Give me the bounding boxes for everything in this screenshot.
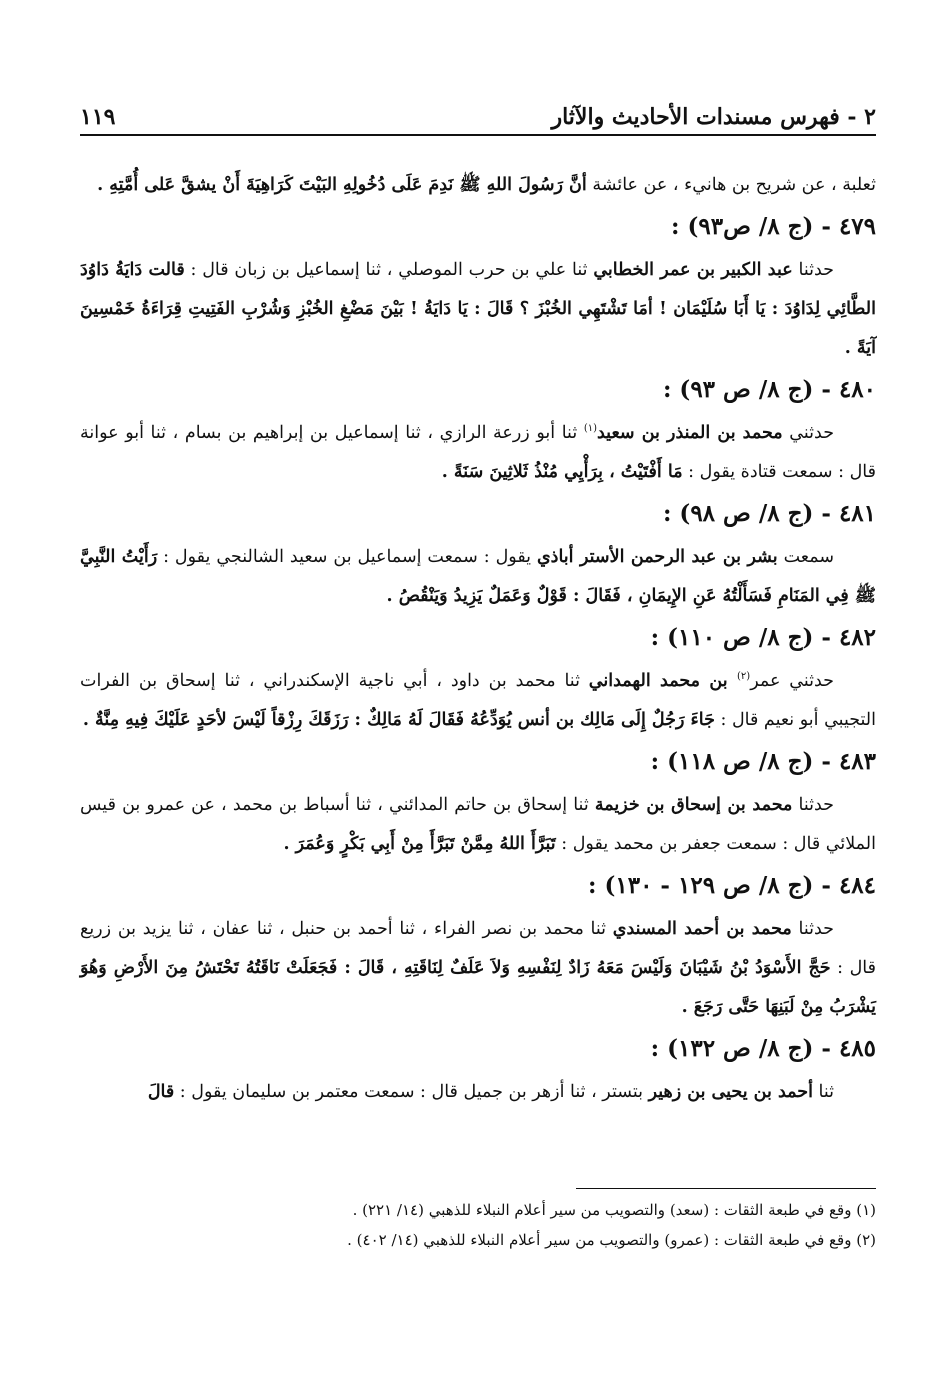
running-title: ٢ - فهرس مسندات الأحاديث والآثار (551, 104, 876, 130)
entry-heading-483: ٤٨٣ - (ج ٨/ ص ١١٨) : (650, 748, 876, 775)
isnad-chain: ثنا أبو زرعة الرازي ، ثنا إسماعيل بن إبراهيم بن بسام ، ثنا أبو عوانة قال : سمعت قتادة يقول : (80, 423, 876, 482)
narrator-name: بشر بن عبد الرحمن الأستر أباذي (536, 547, 778, 567)
footnote-1: (١) وقع في طبعة الثقات : (سعد) والتصويب من سير أعلام النبلاء للذهبي (١٤/ ٢٢١) . (352, 1201, 876, 1219)
quote-text: رَأَيْتُ النَّبِيَّ ﷺ فِي المَنَامِ فَسَأَلْتُهُ عَنِ الإِيمَانِ ، فَقَالَ : قَوْلٌ وَعَمَلٌ يَزِيدُ وَيَنْقُصُ . (80, 547, 876, 606)
entry-text-482 (80, 662, 876, 740)
entry-lead: حدثنا (791, 919, 834, 939)
entry-lead: حدثني عمر (750, 671, 834, 691)
footnote-2: (٢) وقع في طبعة الثقات : (عمرو) والتصويب من سير أعلام النبلاء للذهبي (١٤/ ٤٠٢) . (347, 1231, 876, 1249)
quote-part: قالت دَايَةُ دَاوُدَ الطَّائِي لِدَاوُدَ : يَا أَبَا سُلَيْمَان ! أمَا تَشْتَهِي الخُبْزَ ؟ (80, 260, 876, 319)
entry-heading-480: ٤٨٠ - (ج ٨/ ص ٩٣) : (662, 376, 876, 403)
isnad-chain: يقول : سمعت إسماعيل بن سعيد الشالنجي يقول : (157, 547, 537, 567)
page-number: ١١٩ (80, 104, 116, 130)
entry-heading-481: ٤٨١ - (ج ٨/ ص ٩٨) : (662, 500, 876, 527)
quote-text: قالَ (147, 1082, 175, 1102)
quote-text: قَالَ : يَا دَايَةُ ! بَيْنَ مَضْغِ الخُبْزِ وَشُرْبِ الفَتِيتِ قِرَاءَةُ خَمْسِينَ آيَةً . (80, 299, 876, 358)
isnad-chain: بتستر ، ثنا أزهر بن جميل قال : سمعت معتمر بن سليمان يقول : (174, 1082, 649, 1102)
entry-text-479 (80, 251, 876, 368)
intro-chain: ثعلبة ، عن شريح بن هانيء ، عن عائشة (586, 175, 876, 195)
entry-text-485 (80, 1073, 876, 1112)
entry-text-484 (80, 910, 876, 1027)
entry-lead: حدثني (782, 423, 835, 443)
quote-text: تَبَرَّأَ اللهُ مِمَّنْ تَبَرَّأَ مِنْ أَبِي بَكْرٍ وَعُمَرَ . (283, 834, 556, 854)
isnad-chain: ثنا محمد بن نصر الفراء ، ثنا أحمد بن حنبل ، ثنا عفان ، ثنا يزيد بن زريع قال : (80, 919, 877, 978)
footnote-ref-2: (٢) (737, 671, 751, 683)
page-header (80, 98, 876, 136)
footnote-divider (576, 1188, 876, 1189)
entry-heading-482: ٤٨٢ - (ج ٨/ ص ١١٠) : (650, 624, 876, 651)
entry-text-480 (80, 414, 876, 492)
entry-text-481 (80, 538, 876, 616)
footnote-ref-1: (١) (583, 423, 597, 435)
isnad-chain: ثنا إسحاق بن حاتم المدائني ، ثنا أسباط بن محمد ، عن عمرو بن قيس الملائي قال : سمعت جعفر بن محمد يقول : (80, 795, 876, 854)
entry-heading-479: ٤٧٩ - (ج ٨/ ص٩٣) : (670, 213, 876, 240)
entry-heading-485: ٤٨٥ - (ج ٨/ ص ١٣٢) : (650, 1035, 876, 1062)
entry-heading-484: ٤٨٤ - (ج ٨/ ص ١٢٩ - ١٣٠) : (587, 872, 876, 899)
intro-paragraph (80, 166, 876, 205)
narrator-name: محمد بن إسحاق بن خزيمة (594, 795, 793, 815)
entry-lead: سمعت (777, 547, 834, 567)
narrator-name: أحمد بن يحيى بن زهير (648, 1082, 813, 1102)
isnad-chain: ثنا محمد بن داود ، أبي ناجية الإسكندراني ، ثنا إسحاق بن الفرات التجيبي أبو نعيم قال : (80, 671, 876, 730)
narrator-name: عبد الكبير بن عمر الخطابي (593, 260, 793, 280)
quote-text: جَاءَ رَجُلٌ إِلَى مَالِك بن أنس يُوَدِّعُهُ فَقَالَ لَهُ مَالِكٌ : رَزَقَكَ رِزْقاً لَيْسَ لأحَدٍ عَلَيْكَ فِيهِ مِنَّةٌ . (82, 710, 715, 730)
main-text (80, 166, 876, 1112)
footnotes (80, 1188, 876, 1255)
entry-lead: حدثنا (792, 795, 834, 815)
entry-lead: حدثنا (792, 260, 834, 280)
quote-text: حَجَّ الأَسْوَدُ بْنُ شَيْبَانَ وَلَيْسَ مَعَهُ زَادٌ لِنَفْسِهِ وَلاَ عَلَفٌ لِنَاقَتِهِ ، قَالَ : فَجَعَلَتْ نَاقَتُهُ تَحْتَشُ مِنَ الأَرْضِ وَهُوَ يَشْرَبُ مِنْ لَبَنِهَا حَتَّى رَجَعَ . (80, 958, 876, 1017)
entry-text-483 (80, 786, 876, 864)
entry-lead: ثنا (812, 1082, 834, 1102)
narrator-name: بن محمد الهمداني (588, 671, 737, 691)
intro-quote: أنَّ رَسُولَ اللهِ ﷺ نَدِمَ عَلَى دُخُولِهِ البَيْتَ كَرَاهِيَةَ أَنْ يشقَّ عَلى أُمَّتِهِ . (97, 175, 587, 195)
quote-text: مَا أَفْتَيْتُ ، بِرَأْيِي مُنْذُ ثَلاثِينَ سَنَةً . (441, 462, 683, 482)
isnad-chain: ثنا علي بن حرب الموصلي ، ثنا إسماعيل بن زبان قال : (184, 260, 594, 280)
narrator-name: محمد بن المنذر بن سعيد (597, 423, 783, 443)
narrator-name: محمد بن أحمد المسندي (612, 919, 792, 939)
